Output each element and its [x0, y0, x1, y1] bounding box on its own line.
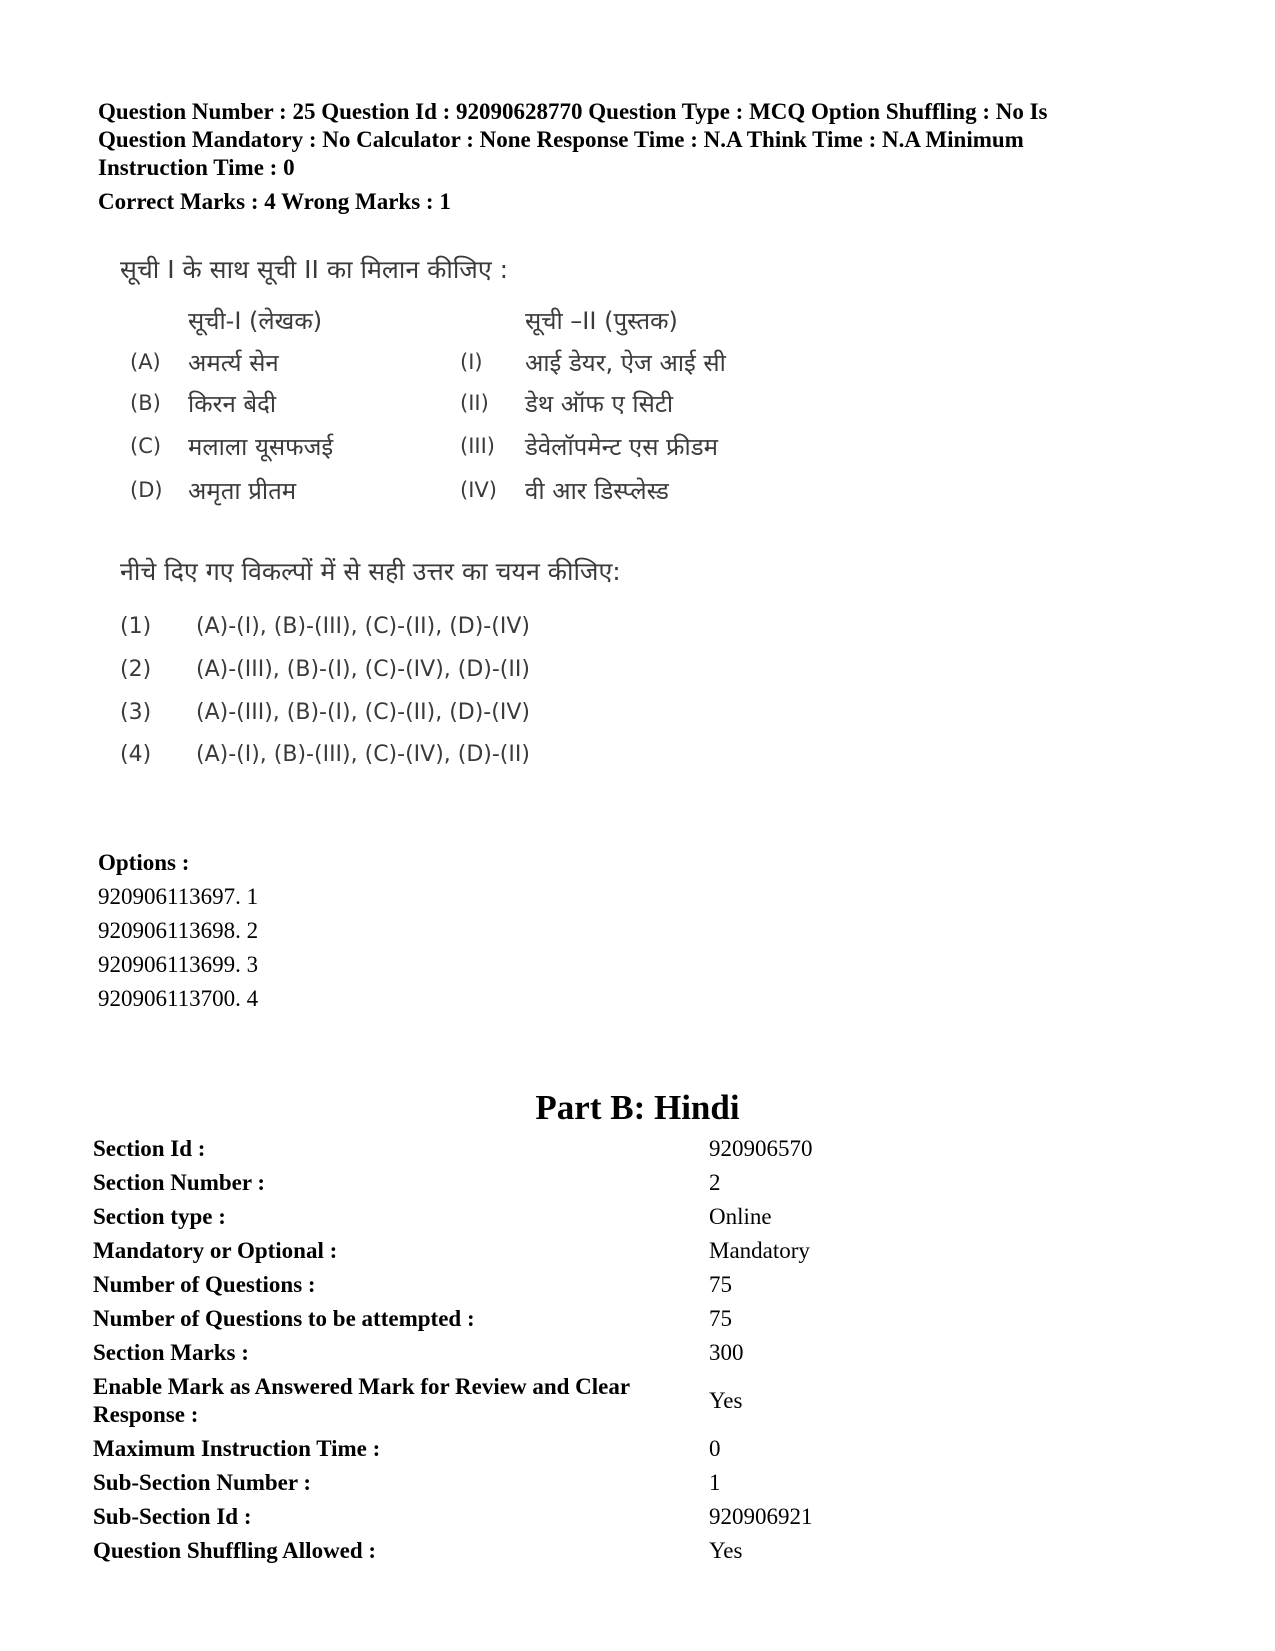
list-1-key: (C)	[130, 434, 162, 458]
answer-choice-text: (A)-(III), (B)-(I), (C)-(II), (D)-(IV)	[196, 700, 530, 725]
question-meta-line-2: Question Mandatory : No Calculator : None Response Time : N.A Think Time : N.A Minimum	[98, 127, 1024, 152]
question-meta-line-3: Instruction Time : 0	[98, 155, 295, 180]
section-row	[93, 1500, 1193, 1534]
question-marks: Correct Marks : 4 Wrong Marks : 1	[98, 189, 451, 214]
list-2-key: (II)	[460, 391, 489, 415]
list-1-key: (D)	[130, 478, 163, 502]
section-row-label: Maximum Instruction Time :	[93, 1436, 381, 1461]
options-title: Options :	[98, 850, 190, 875]
match-row	[120, 387, 820, 427]
section-row	[93, 1432, 1193, 1466]
list-2-item: डेथ ऑफ ए सिटी	[525, 390, 674, 418]
answer-choice-number: (2)	[120, 657, 152, 682]
list-2-heading: सूची –II (पुस्तक)	[525, 307, 678, 335]
answer-choice	[120, 657, 720, 697]
section-row-value: 0	[709, 1436, 721, 1461]
section-row-value: Yes	[709, 1388, 743, 1413]
answer-choice-text: (A)-(I), (B)-(III), (C)-(II), (D)-(IV)	[196, 614, 530, 639]
section-row-value: 1	[709, 1470, 721, 1495]
list-1-item: अमृता प्रीतम	[188, 477, 297, 505]
section-row	[93, 1466, 1193, 1500]
section-row-value: 300	[709, 1340, 744, 1365]
section-row	[93, 1234, 1193, 1268]
answer-choice	[120, 742, 720, 782]
option-id-item: 920906113700. 4	[98, 986, 259, 1011]
section-row-label: Question Shuffling Allowed :	[93, 1538, 377, 1563]
section-row-label: Section type :	[93, 1204, 226, 1229]
answer-choice-number: (1)	[120, 614, 152, 639]
option-id-item: 920906113698. 2	[98, 918, 259, 943]
answer-choice-text: (A)-(III), (B)-(I), (C)-(IV), (D)-(II)	[196, 657, 530, 682]
question-instruction: नीचे दिए गए विकल्पों में से सही उत्तर का चयन कीजिए:	[120, 557, 621, 586]
section-row-label: Number of Questions to be attempted :	[93, 1306, 475, 1331]
question-meta-line-1: Question Number : 25 Question Id : 92090628770 Question Type : MCQ Option Shuffling : No Is	[98, 99, 1048, 124]
list-2-key: (IV)	[460, 478, 497, 502]
section-row-label: Section Marks :	[93, 1340, 249, 1365]
section-row	[93, 1336, 1193, 1370]
section-row-label: Sub-Section Id :	[93, 1504, 252, 1529]
question-prompt: सूची I के साथ सूची II का मिलान कीजिए :	[120, 255, 509, 284]
section-row	[93, 1370, 1193, 1432]
section-row-value: 75	[709, 1306, 732, 1331]
list-1-item: किरन बेदी	[188, 390, 277, 418]
section-row-value: Yes	[709, 1538, 743, 1563]
section-row	[93, 1534, 1193, 1568]
answer-choice	[120, 614, 720, 654]
match-row	[120, 346, 820, 386]
section-heading: Part B: Hindi	[535, 1088, 740, 1127]
section-row	[93, 1268, 1193, 1302]
list-2-key: (III)	[460, 434, 495, 458]
list-1-heading: सूची-I (लेखक)	[188, 307, 323, 335]
section-row-value: Online	[709, 1204, 772, 1229]
section-row	[93, 1132, 1193, 1166]
section-row-value: 75	[709, 1272, 732, 1297]
option-id-item: 920906113697. 1	[98, 884, 259, 909]
section-row-value: Mandatory	[709, 1238, 810, 1263]
list-1-key: (B)	[130, 391, 161, 415]
list-2-key: (I)	[460, 350, 483, 374]
section-row-label: Section Id :	[93, 1136, 206, 1161]
section-row-label: Section Number :	[93, 1170, 266, 1195]
section-row-value: 920906921	[709, 1504, 813, 1529]
section-row-label: Mandatory or Optional :	[93, 1238, 338, 1263]
option-id-item: 920906113699. 3	[98, 952, 259, 977]
match-row	[120, 474, 820, 514]
section-row	[93, 1166, 1193, 1200]
section-details-table	[93, 1132, 1193, 1568]
list-1-item: अमर्त्य सेन	[188, 349, 279, 377]
section-row-value: 920906570	[709, 1136, 813, 1161]
list-1-item: मलाला यूसफजई	[188, 433, 334, 461]
section-row-value: 2	[709, 1170, 721, 1195]
list-2-item: वी आर डिस्प्लेस्ड	[525, 477, 669, 505]
section-row	[93, 1302, 1193, 1336]
match-row	[120, 430, 820, 470]
answer-choice-number: (4)	[120, 742, 152, 767]
list-1-key: (A)	[130, 350, 161, 374]
list-2-item: डेवेलॉपमेन्ट एस फ्रीडम	[525, 433, 718, 461]
answer-choice-number: (3)	[120, 700, 152, 725]
answer-choice	[120, 700, 720, 740]
section-row	[93, 1200, 1193, 1234]
answer-choice-text: (A)-(I), (B)-(III), (C)-(IV), (D)-(II)	[196, 742, 530, 767]
question-meta	[98, 98, 1178, 216]
section-row-label: Enable Mark as Answered Mark for Review and Clear Response :	[93, 1374, 630, 1427]
section-row-label: Sub-Section Number :	[93, 1470, 312, 1495]
options-block	[98, 846, 258, 1016]
list-2-item: आई डेयर, ऐज आई सी	[525, 349, 726, 377]
section-row-label: Number of Questions :	[93, 1272, 316, 1297]
